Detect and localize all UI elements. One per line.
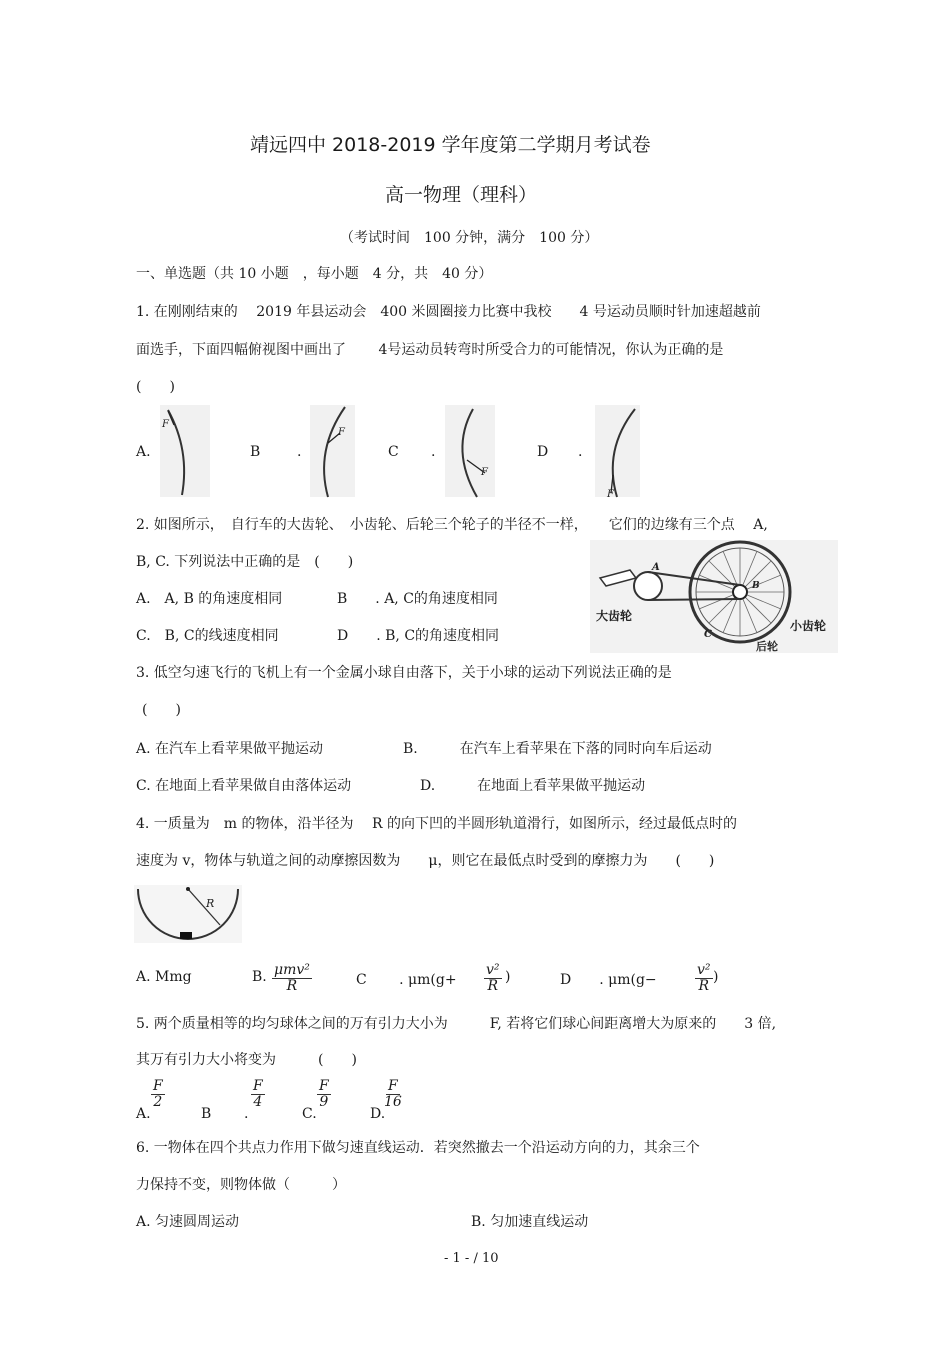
q6-option-b: B. 匀加速直线运动: [471, 1214, 589, 1230]
q1-option-b-dot: .: [297, 444, 302, 460]
q5-option-b-fraction: [251, 1075, 265, 1110]
q2-big-gear: [634, 572, 662, 600]
q1-text-line2: 面选手，下面四幅俯视图中画出了 4号运动员转弯时所受合力的可能情况，你认为正确的是: [136, 342, 724, 358]
q1-option-a-label: A.: [136, 444, 151, 460]
q1-figure-d-shading: [595, 405, 640, 497]
q2-small-gear-label: 小齿轮: [790, 619, 827, 633]
q2-big-gear-label: 大齿轮: [596, 609, 633, 623]
q2-option-d: D . B, C的角速度相同: [337, 628, 500, 644]
q6-text-line2: 力保持不变，则物体做（ ）: [136, 1177, 346, 1193]
q5-option-d-numerator: F: [388, 1078, 398, 1094]
exam-info: （考试时间 100 分钟，满分 100 分）: [340, 230, 599, 246]
q4-option-a: A. Mmg: [136, 969, 192, 985]
q3-text-line1: 3. 低空匀速飞行的飞机上有一个金属小球自由落下，关于小球的运动下列说法正确的是: [136, 665, 672, 681]
q5-option-c-numerator: F: [319, 1078, 329, 1094]
q5-text-line1: 5. 两个质量相等的均匀球体之间的万有引力大小为 F, 若将它们球心间距离增大为原来的 3 倍,: [136, 1016, 777, 1032]
q5-option-a-fraction: [151, 1075, 165, 1110]
q4-text-line1: 4. 一质量为 m 的物体，沿半径为 R 的向下凹的半圆形轨道滑行，如图所示，经过最低点时的: [136, 816, 737, 832]
q1-option-d-label: D: [537, 444, 549, 460]
q2-bicycle-figure: [590, 540, 840, 655]
q1-bracket: ( ): [136, 379, 175, 395]
q2-option-b: B . A, C的角速度相同: [337, 591, 498, 607]
q5-option-a-numerator: F: [153, 1078, 163, 1094]
q2-chain-bottom: [648, 599, 740, 600]
q5-option-c-denominator: 9: [319, 1094, 329, 1110]
page-title: 靖远四中 2018-2019 学年度第二学期月考试卷: [250, 134, 651, 156]
q1-figure-d: [595, 405, 645, 500]
q4-option-d-numerator: v²: [697, 962, 711, 978]
q5-option-b-numerator: F: [253, 1078, 263, 1094]
q2-point-a-label: A: [652, 562, 660, 573]
q1-option-d-dot: .: [578, 444, 583, 460]
q6-option-a: A. 匀速圆周运动: [136, 1214, 240, 1230]
q1-figure-c-force-label: F: [481, 467, 488, 478]
q5-option-c-label: C.: [302, 1106, 317, 1122]
q2-point-b-label: B: [752, 581, 760, 591]
q5-option-d-label: D.: [370, 1106, 386, 1122]
q3-option-a: A. 在汽车上看苹果做平抛运动: [136, 741, 324, 757]
q4-center-point: [186, 887, 190, 891]
q5-text-line2: 其万有引力大小将变为 ( ): [136, 1052, 357, 1068]
page-number: - 1 - / 10: [444, 1251, 499, 1266]
q5-option-a-denominator: 2: [153, 1094, 163, 1110]
q5-option-c-fraction: [317, 1075, 331, 1110]
q4-option-c-denominator: R: [487, 978, 499, 994]
q3-option-b: B. 在汽车上看苹果在下落的同时向车后运动: [403, 741, 712, 757]
q2-text-line1: 2. 如图所示， 自行车的大齿轮、 小齿轮、后轮三个轮子的半径不一样， 它们的边缘有三个点 A,: [136, 517, 768, 533]
q4-block: [180, 932, 192, 939]
q4-text-line2: 速度为 v，物体与轨道之间的动摩擦因数为 μ，则它在最低点时受到的摩擦力为 ( ): [136, 853, 715, 869]
q2-point-c-label: C: [704, 629, 712, 640]
q1-figure-b: [310, 405, 360, 500]
q1-option-c-dot: .: [431, 444, 436, 460]
q1-figure-a: [160, 405, 215, 500]
q4-option-b-label: B.: [252, 969, 267, 985]
section-heading: 一、单选题（共 10 小题 ，每小题 4 分，共 40 分）: [136, 266, 493, 282]
q2-text-line2: B, C. 下列说法中正确的是 ( ): [136, 554, 354, 570]
q3-bracket: ( ): [142, 702, 181, 718]
q3-option-d: D. 在地面上看苹果做平抛运动: [420, 778, 646, 794]
q1-option-c-label: C: [388, 444, 399, 460]
q4-option-b-fraction: [272, 959, 312, 994]
q4-semicircle-figure: [134, 885, 244, 945]
q5-option-b-label: B: [201, 1106, 212, 1122]
q2-small-gear: [733, 585, 747, 599]
q5-option-b-denominator: 4: [253, 1094, 263, 1110]
q6-text-line1: 6. 一物体在四个共点力作用下做匀速直线运动．若突然撤去一个沿运动方向的力，其余三个: [136, 1140, 700, 1156]
q4-radius-label: R: [206, 897, 215, 910]
q5-option-a-label: A.: [136, 1106, 151, 1122]
q4-option-d-fraction: [695, 959, 713, 994]
q4-option-d-close: ): [713, 969, 719, 985]
q5-option-d-fraction: [384, 1075, 402, 1110]
q1-figure-b-force-label: F: [338, 427, 345, 438]
q4-option-c-close: ): [505, 969, 511, 985]
q4-option-c-label: C . μm(g+: [356, 972, 457, 988]
q1-option-b-label: B: [250, 444, 261, 460]
q4-option-d-label: D . μm(g−: [560, 972, 657, 988]
q5-option-d-denominator: 16: [384, 1094, 402, 1110]
page-subtitle: 高一物理（理科）: [385, 184, 538, 206]
q4-option-c-fraction: [484, 959, 502, 994]
q3-option-c: C. 在地面上看苹果做自由落体运动: [136, 778, 352, 794]
q4-option-d-denominator: R: [698, 978, 710, 994]
q4-option-b-denominator: R: [286, 978, 298, 994]
q1-figure-d-force-label: F: [607, 489, 614, 500]
q2-rear-wheel-label: 后轮: [756, 640, 778, 653]
q1-figure-b-shading: [310, 405, 355, 497]
q1-figure-c: [445, 405, 500, 500]
q2-option-a: A. A, B 的角速度相同: [136, 591, 283, 607]
q4-option-b-numerator: μmv²: [274, 962, 310, 978]
q2-option-c: C. B, C的线速度相同: [136, 628, 279, 644]
q5-option-b-dot: .: [244, 1106, 249, 1122]
q1-text-line1: 1. 在刚刚结束的 2019 年县运动会 400 米圆圈接力比赛中我校 4 号运动员顺时针加速超越前: [136, 304, 761, 320]
q4-option-c-numerator: v²: [486, 962, 500, 978]
q1-figure-a-force-label: F: [162, 419, 169, 430]
